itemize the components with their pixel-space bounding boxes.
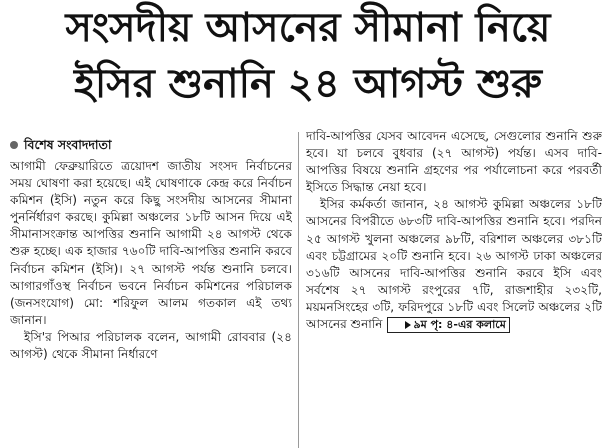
- bullet-icon: [10, 141, 18, 149]
- headline-line-2: ইসির শুনানি ২৪ আগস্ট শুরু: [74, 61, 542, 107]
- arrow-right-icon: [405, 321, 411, 329]
- continuation-box[interactable]: [387, 317, 510, 333]
- continuation-text: ৯ম পৃ: ৪-এর কলামে: [413, 318, 506, 332]
- headline: [0, 0, 616, 126]
- paragraph: [306, 196, 602, 333]
- paragraph: ইসি'র পিআর পরিচালক বলেন, আগামী রোববার (২৪ আগস্ট) থেকে সীমানা নির্ধারণে: [10, 329, 292, 362]
- article-column-right: [306, 128, 602, 440]
- paragraph-text: ইসির কর্মকর্তা জানান, ২৪ আগস্ট কুমিল্লা অঞ্চলের ১৮টি আসনের বিপরীতে ৬৮৩টি দাবি-আপত্তির শুনানি হবে। পরদিন ২৫ আগস্ট খুলনা অঞ্চলের ৯৮টি, বরিশাল অঞ্চলের ৩৮১টি এবং চট্টগ্রামের ২০টি শুনানি হবে। ২৬ আগস্ট ঢাকা অঞ্চলের ৩১৬টি আসনের দাবি-আপত্তির শুনানি করবে ইসি এবং সর্বশেষ ২৭ আগস্ট রংপুরের ৭টি, রাজশাহীর ২৩২টি, ময়মনসিংহের ৩টি, ফরিদপুরে ১৮টি এবং সিলেট অঞ্চলের ২টি আসনের শুনানি: [306, 197, 602, 332]
- column-divider: [298, 132, 299, 448]
- byline: [10, 136, 292, 154]
- byline-text: বিশেষ সংবাদদাতা: [24, 137, 112, 152]
- paragraph: দাবি-আপত্তির যেসব আবেদন এসেছে, সেগুলোর শুনানি শুরু হবে। যা চলবে বুধবার (২৭ আগস্ট) পর্যন্ত। এসব দাবি-আপত্তির বিষয়ে শুনানি গ্রহণের পর পর্যালোচনা করে পরবর্তী ইসিতে সিদ্ধান্ত নেয়া হবে।: [306, 129, 602, 195]
- article-column-left: [10, 136, 292, 448]
- headline-line-1: সংসদীয় আসনের সীমানা নিয়ে: [65, 5, 551, 51]
- paragraph: আগামী ফেব্রুয়ারিতে ত্রয়োদশ জাতীয় সংসদ নির্বাচনের সময় ঘোষণা করা হয়েছে। এই ঘোষণাকে কেন্দ্র করে নির্বাচন কমিশন (ইসি) নতুন করে কিছু সংসদীয় আসনের সীমানা পুনর্নির্ধারণ করছে। কুমিল্লা অঞ্চলের ১৮টি আসন দিয়ে এই সীমানাসংক্রান্ত আপত্তির শুনানি আগামী ২৪ আগস্ট থেকে শুরু হচ্ছে। এক হাজার ৭৬০টি দাবি-আপত্তির শুনানি করবে নির্বাচন কমিশন (ইসি)। ২৭ আগস্ট পর্যন্ত শুনানি চলবে। আগারগাঁওস্থ নির্বাচন ভবনে নির্বাচন কমিশনের পরিচালক (জনসংযোগ) মো: শরিফুল আলম গতকাল এই তথ্য জানান।: [10, 159, 292, 327]
